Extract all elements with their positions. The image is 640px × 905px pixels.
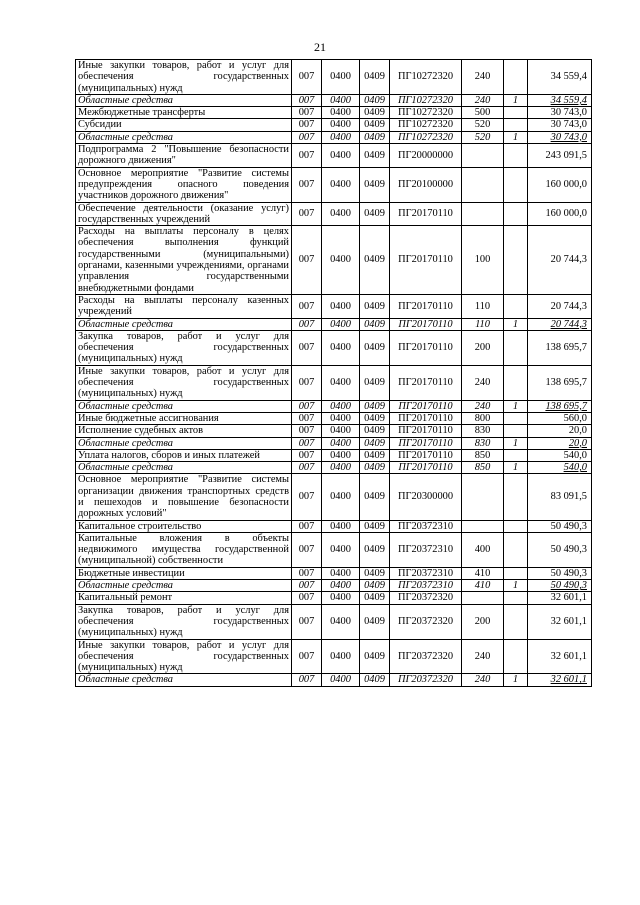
cell-name: Областные средства <box>76 462 292 474</box>
cell-subsection-code: 0409 <box>360 107 390 119</box>
cell-amount: 50 490,3 <box>528 580 592 592</box>
cell-section-code: 0400 <box>322 226 360 295</box>
cell-ministry-code: 007 <box>292 462 322 474</box>
cell-funding-source <box>504 412 528 424</box>
cell-expense-type: 850 <box>462 462 504 474</box>
cell-funding-source <box>504 365 528 400</box>
cell-target-article: ПГ20300000 <box>390 474 462 520</box>
cell-funding-source <box>504 167 528 202</box>
table-row <box>76 60 592 95</box>
cell-expense-type: 400 <box>462 532 504 567</box>
cell-name: Закупка товаров, работ и услуг для обеспечения государственных (муниципальных) нужд <box>76 604 292 639</box>
cell-funding-source: 1 <box>504 674 528 686</box>
cell-name: Капитальный ремонт <box>76 592 292 604</box>
cell-name: Закупка товаров, работ и услуг для обеспечения государственных (муниципальных) нужд <box>76 330 292 365</box>
cell-subsection-code: 0409 <box>360 365 390 400</box>
cell-amount: 20 744,3 <box>528 294 592 318</box>
cell-amount: 32 601,1 <box>528 639 592 674</box>
cell-expense-type: 240 <box>462 94 504 106</box>
cell-section-code: 0400 <box>322 437 360 449</box>
cell-name: Областные средства <box>76 580 292 592</box>
table-row <box>76 107 592 119</box>
cell-expense-type: 830 <box>462 437 504 449</box>
cell-section-code: 0400 <box>322 462 360 474</box>
cell-amount: 20 744,3 <box>528 318 592 330</box>
cell-subsection-code: 0409 <box>360 400 390 412</box>
cell-expense-type <box>462 144 504 168</box>
cell-amount: 83 091,5 <box>528 474 592 520</box>
cell-name: Межбюджетные трансферты <box>76 107 292 119</box>
cell-subsection-code: 0409 <box>360 592 390 604</box>
cell-amount: 138 695,7 <box>528 400 592 412</box>
cell-funding-source: 1 <box>504 437 528 449</box>
cell-ministry-code: 007 <box>292 365 322 400</box>
cell-expense-type: 410 <box>462 580 504 592</box>
cell-target-article: ПГ20170110 <box>390 412 462 424</box>
cell-funding-source <box>504 107 528 119</box>
cell-expense-type: 240 <box>462 639 504 674</box>
table-row <box>76 437 592 449</box>
cell-ministry-code: 007 <box>292 674 322 686</box>
budget-table <box>75 59 592 687</box>
cell-ministry-code: 007 <box>292 131 322 143</box>
cell-section-code: 0400 <box>322 425 360 437</box>
cell-section-code: 0400 <box>322 294 360 318</box>
cell-target-article: ПГ20372320 <box>390 604 462 639</box>
cell-subsection-code: 0409 <box>360 520 390 532</box>
cell-ministry-code: 007 <box>292 94 322 106</box>
cell-expense-type: 240 <box>462 365 504 400</box>
cell-target-article: ПГ10272320 <box>390 60 462 95</box>
cell-expense-type: 110 <box>462 318 504 330</box>
cell-ministry-code: 007 <box>292 330 322 365</box>
cell-target-article: ПГ20372320 <box>390 639 462 674</box>
cell-amount: 160 000,0 <box>528 202 592 226</box>
cell-name: Субсидии <box>76 119 292 131</box>
cell-expense-type <box>462 167 504 202</box>
cell-subsection-code: 0409 <box>360 437 390 449</box>
cell-amount: 50 490,3 <box>528 567 592 579</box>
table-row <box>76 318 592 330</box>
cell-ministry-code: 007 <box>292 567 322 579</box>
cell-target-article: ПГ20170110 <box>390 449 462 461</box>
cell-expense-type: 100 <box>462 226 504 295</box>
cell-expense-type: 520 <box>462 119 504 131</box>
cell-expense-type <box>462 520 504 532</box>
cell-section-code: 0400 <box>322 400 360 412</box>
cell-ministry-code: 007 <box>292 532 322 567</box>
cell-ministry-code: 007 <box>292 107 322 119</box>
cell-name: Уплата налогов, сборов и иных платежей <box>76 449 292 461</box>
cell-subsection-code: 0409 <box>360 294 390 318</box>
cell-target-article: ПГ20170110 <box>390 294 462 318</box>
cell-subsection-code: 0409 <box>360 449 390 461</box>
cell-ministry-code: 007 <box>292 60 322 95</box>
cell-section-code: 0400 <box>322 107 360 119</box>
cell-name: Капитальные вложения в объекты недвижимого имущества государственной (муниципальной) собственности <box>76 532 292 567</box>
table-row <box>76 520 592 532</box>
cell-amount: 34 559,4 <box>528 60 592 95</box>
cell-target-article: ПГ20170110 <box>390 462 462 474</box>
cell-name: Расходы на выплаты персоналу в целях обеспечения выполнения функций государственными (муниципальными) органами, казенными учреждениями, органами управления государственными внебюджетными фондами <box>76 226 292 295</box>
cell-amount: 32 601,1 <box>528 674 592 686</box>
table-row <box>76 425 592 437</box>
cell-subsection-code: 0409 <box>360 330 390 365</box>
cell-subsection-code: 0409 <box>360 202 390 226</box>
cell-section-code: 0400 <box>322 580 360 592</box>
cell-subsection-code: 0409 <box>360 94 390 106</box>
cell-ministry-code: 007 <box>292 202 322 226</box>
cell-subsection-code: 0409 <box>360 580 390 592</box>
cell-subsection-code: 0409 <box>360 604 390 639</box>
cell-subsection-code: 0409 <box>360 425 390 437</box>
table-row <box>76 674 592 686</box>
cell-expense-type <box>462 592 504 604</box>
cell-funding-source <box>504 520 528 532</box>
cell-funding-source: 1 <box>504 462 528 474</box>
cell-expense-type: 850 <box>462 449 504 461</box>
table-row <box>76 639 592 674</box>
cell-section-code: 0400 <box>322 412 360 424</box>
cell-target-article: ПГ20170110 <box>390 425 462 437</box>
cell-expense-type: 110 <box>462 294 504 318</box>
cell-section-code: 0400 <box>322 119 360 131</box>
cell-funding-source <box>504 639 528 674</box>
cell-target-article: ПГ20000000 <box>390 144 462 168</box>
cell-section-code: 0400 <box>322 520 360 532</box>
cell-funding-source <box>504 592 528 604</box>
table-row <box>76 567 592 579</box>
cell-subsection-code: 0409 <box>360 167 390 202</box>
cell-ministry-code: 007 <box>292 425 322 437</box>
cell-section-code: 0400 <box>322 639 360 674</box>
cell-expense-type: 240 <box>462 674 504 686</box>
cell-funding-source <box>504 567 528 579</box>
cell-ministry-code: 007 <box>292 474 322 520</box>
cell-subsection-code: 0409 <box>360 462 390 474</box>
table-row <box>76 167 592 202</box>
cell-target-article: ПГ10272320 <box>390 119 462 131</box>
table-row <box>76 462 592 474</box>
cell-funding-source <box>504 474 528 520</box>
cell-amount: 138 695,7 <box>528 330 592 365</box>
cell-amount: 34 559,4 <box>528 94 592 106</box>
table-row <box>76 226 592 295</box>
cell-name: Капитальное строительство <box>76 520 292 532</box>
cell-name: Иные закупки товаров, работ и услуг для обеспечения государственных (муниципальных) нужд <box>76 365 292 400</box>
cell-amount: 32 601,1 <box>528 604 592 639</box>
cell-target-article: ПГ10272320 <box>390 107 462 119</box>
cell-target-article: ПГ20170110 <box>390 330 462 365</box>
cell-target-article: ПГ10272320 <box>390 131 462 143</box>
cell-section-code: 0400 <box>322 167 360 202</box>
cell-funding-source <box>504 202 528 226</box>
cell-ministry-code: 007 <box>292 144 322 168</box>
cell-target-article: ПГ20372320 <box>390 592 462 604</box>
cell-ministry-code: 007 <box>292 604 322 639</box>
cell-expense-type <box>462 474 504 520</box>
table-row <box>76 604 592 639</box>
cell-target-article: ПГ20372310 <box>390 520 462 532</box>
cell-name: Основное мероприятие "Развитие системы организации движения транспортных средств и пешеходов и повышение безопасности дорожных условий" <box>76 474 292 520</box>
cell-funding-source: 1 <box>504 318 528 330</box>
cell-amount: 50 490,3 <box>528 532 592 567</box>
cell-section-code: 0400 <box>322 604 360 639</box>
cell-name: Исполнение судебных актов <box>76 425 292 437</box>
cell-funding-source <box>504 144 528 168</box>
cell-section-code: 0400 <box>322 60 360 95</box>
table-row <box>76 592 592 604</box>
cell-section-code: 0400 <box>322 365 360 400</box>
cell-target-article: ПГ20170110 <box>390 437 462 449</box>
cell-ministry-code: 007 <box>292 167 322 202</box>
cell-name: Бюджетные инвестиции <box>76 567 292 579</box>
cell-target-article: ПГ20372310 <box>390 567 462 579</box>
cell-amount: 20,0 <box>528 425 592 437</box>
cell-amount: 30 743,0 <box>528 131 592 143</box>
cell-name: Подпрограмма 2 "Повышение безопасности дорожного движения" <box>76 144 292 168</box>
cell-ministry-code: 007 <box>292 449 322 461</box>
cell-target-article: ПГ20170110 <box>390 365 462 400</box>
cell-section-code: 0400 <box>322 449 360 461</box>
cell-target-article: ПГ20372320 <box>390 674 462 686</box>
cell-ministry-code: 007 <box>292 592 322 604</box>
cell-name: Областные средства <box>76 318 292 330</box>
cell-section-code: 0400 <box>322 532 360 567</box>
cell-subsection-code: 0409 <box>360 674 390 686</box>
cell-subsection-code: 0409 <box>360 412 390 424</box>
cell-name: Обеспечение деятельности (оказание услуг) государственных учреждений <box>76 202 292 226</box>
table-row <box>76 144 592 168</box>
cell-subsection-code: 0409 <box>360 60 390 95</box>
cell-amount: 20 744,3 <box>528 226 592 295</box>
cell-amount: 540,0 <box>528 449 592 461</box>
cell-funding-source <box>504 425 528 437</box>
table-row <box>76 365 592 400</box>
cell-subsection-code: 0409 <box>360 639 390 674</box>
cell-amount: 30 743,0 <box>528 119 592 131</box>
cell-target-article: ПГ20100000 <box>390 167 462 202</box>
cell-funding-source <box>504 60 528 95</box>
cell-ministry-code: 007 <box>292 294 322 318</box>
cell-amount: 20,0 <box>528 437 592 449</box>
cell-section-code: 0400 <box>322 474 360 520</box>
cell-expense-type: 800 <box>462 412 504 424</box>
cell-target-article: ПГ20372310 <box>390 580 462 592</box>
table-row <box>76 94 592 106</box>
cell-ministry-code: 007 <box>292 437 322 449</box>
budget-table-body <box>76 60 592 687</box>
cell-funding-source: 1 <box>504 131 528 143</box>
cell-amount: 50 490,3 <box>528 520 592 532</box>
cell-expense-type: 240 <box>462 60 504 95</box>
cell-ministry-code: 007 <box>292 639 322 674</box>
cell-subsection-code: 0409 <box>360 474 390 520</box>
cell-ministry-code: 007 <box>292 580 322 592</box>
cell-subsection-code: 0409 <box>360 131 390 143</box>
table-row <box>76 131 592 143</box>
cell-target-article: ПГ20170110 <box>390 318 462 330</box>
cell-funding-source <box>504 226 528 295</box>
cell-target-article: ПГ10272320 <box>390 94 462 106</box>
cell-section-code: 0400 <box>322 202 360 226</box>
cell-name: Иные закупки товаров, работ и услуг для обеспечения государственных (муниципальных) нужд <box>76 60 292 95</box>
cell-amount: 560,0 <box>528 412 592 424</box>
cell-name: Иные закупки товаров, работ и услуг для обеспечения государственных (муниципальных) нужд <box>76 639 292 674</box>
table-row <box>76 474 592 520</box>
table-row <box>76 580 592 592</box>
cell-name: Областные средства <box>76 131 292 143</box>
cell-expense-type: 410 <box>462 567 504 579</box>
cell-section-code: 0400 <box>322 674 360 686</box>
cell-amount: 243 091,5 <box>528 144 592 168</box>
cell-subsection-code: 0409 <box>360 144 390 168</box>
cell-funding-source: 1 <box>504 94 528 106</box>
cell-section-code: 0400 <box>322 318 360 330</box>
cell-name: Областные средства <box>76 94 292 106</box>
cell-funding-source <box>504 604 528 639</box>
cell-subsection-code: 0409 <box>360 567 390 579</box>
cell-name: Областные средства <box>76 400 292 412</box>
cell-subsection-code: 0409 <box>360 318 390 330</box>
cell-section-code: 0400 <box>322 592 360 604</box>
cell-amount: 32 601,1 <box>528 592 592 604</box>
cell-subsection-code: 0409 <box>360 532 390 567</box>
table-row <box>76 119 592 131</box>
table-row <box>76 202 592 226</box>
cell-target-article: ПГ20170110 <box>390 400 462 412</box>
cell-amount: 160 000,0 <box>528 167 592 202</box>
cell-funding-source: 1 <box>504 400 528 412</box>
cell-funding-source <box>504 330 528 365</box>
table-row <box>76 449 592 461</box>
cell-amount: 138 695,7 <box>528 365 592 400</box>
cell-section-code: 0400 <box>322 131 360 143</box>
cell-target-article: ПГ20170110 <box>390 226 462 295</box>
cell-section-code: 0400 <box>322 144 360 168</box>
cell-funding-source: 1 <box>504 580 528 592</box>
cell-expense-type: 520 <box>462 131 504 143</box>
cell-funding-source <box>504 532 528 567</box>
cell-funding-source <box>504 294 528 318</box>
cell-name: Иные бюджетные ассигнования <box>76 412 292 424</box>
cell-ministry-code: 007 <box>292 119 322 131</box>
cell-ministry-code: 007 <box>292 520 322 532</box>
cell-funding-source <box>504 119 528 131</box>
table-row <box>76 330 592 365</box>
cell-target-article: ПГ20372310 <box>390 532 462 567</box>
cell-name: Основное мероприятие "Развитие системы предупреждения опасного поведения участников дорожного движения" <box>76 167 292 202</box>
table-row <box>76 532 592 567</box>
cell-ministry-code: 007 <box>292 318 322 330</box>
cell-expense-type: 200 <box>462 604 504 639</box>
cell-expense-type: 500 <box>462 107 504 119</box>
cell-subsection-code: 0409 <box>360 119 390 131</box>
cell-expense-type: 830 <box>462 425 504 437</box>
cell-target-article: ПГ20170110 <box>390 202 462 226</box>
table-row <box>76 400 592 412</box>
cell-ministry-code: 007 <box>292 400 322 412</box>
cell-section-code: 0400 <box>322 330 360 365</box>
cell-ministry-code: 007 <box>292 412 322 424</box>
cell-subsection-code: 0409 <box>360 226 390 295</box>
cell-section-code: 0400 <box>322 567 360 579</box>
cell-name: Областные средства <box>76 674 292 686</box>
cell-funding-source <box>504 449 528 461</box>
cell-expense-type: 240 <box>462 400 504 412</box>
table-row <box>76 412 592 424</box>
cell-expense-type: 200 <box>462 330 504 365</box>
cell-amount: 540,0 <box>528 462 592 474</box>
page-number: 21 <box>314 40 326 54</box>
cell-expense-type <box>462 202 504 226</box>
cell-ministry-code: 007 <box>292 226 322 295</box>
cell-name: Областные средства <box>76 437 292 449</box>
cell-name: Расходы на выплаты персоналу казенных учреждений <box>76 294 292 318</box>
cell-amount: 30 743,0 <box>528 107 592 119</box>
table-row <box>76 294 592 318</box>
cell-section-code: 0400 <box>322 94 360 106</box>
